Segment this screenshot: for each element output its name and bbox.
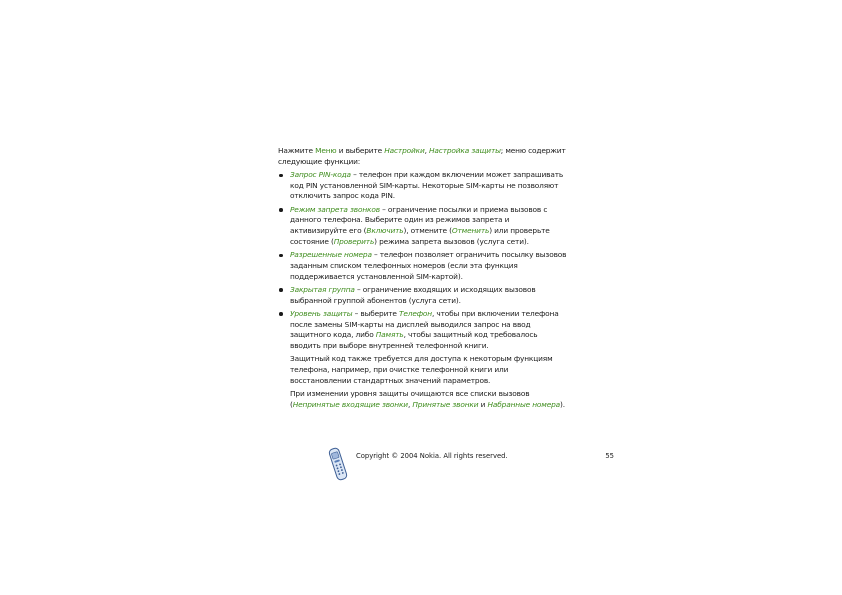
option-label: Включить <box>366 226 404 236</box>
item-term: Режим запрета звонков <box>290 204 380 214</box>
list-item <box>278 250 568 282</box>
menu-item-settings: Настройки <box>384 146 425 155</box>
separator: и <box>478 399 488 409</box>
list-item <box>278 309 568 352</box>
intro-text: и выберите <box>336 146 385 155</box>
item-text: – выберите <box>352 308 400 318</box>
menu-item-security-settings: Настройка защиты <box>429 146 501 155</box>
page-footer <box>326 446 618 482</box>
paragraph-text: ). <box>560 399 565 409</box>
page-number: 55 <box>605 452 614 460</box>
item-term: Разрешенные номера <box>290 250 372 260</box>
list-item <box>278 205 568 248</box>
item-text: ), отмените ( <box>403 226 452 236</box>
item-term: Уровень защиты <box>290 308 353 318</box>
separator: , <box>424 146 430 155</box>
list-name-dialled: Набранные номера <box>487 399 561 409</box>
nokia-phone-icon <box>326 446 350 482</box>
list-item <box>278 170 568 202</box>
copyright-notice: Copyright © 2004 Nokia. All rights reserved. <box>356 452 508 460</box>
item-text: , чтобы защитный код требовалось вводить при выборе внутренней телефонной книги. <box>290 330 538 350</box>
item-text: – телефон при каждом включении может запрашивать код PIN установленной SIM-карты. Некоторые SIM-карты не позволяют отключить запрос кода PIN. <box>290 170 564 201</box>
list-name-received: Принятые звонки <box>412 399 479 409</box>
security-code-paragraph: Защитный код также требуется для доступа к некоторым функциям телефона, например, при очистке телефонной книги или восстановлении стандартных значений параметров. <box>290 354 553 385</box>
intro-paragraph <box>278 146 568 167</box>
item-term: Запрос PIN-кода <box>290 170 351 179</box>
item-text: – ограничение посылки и приема вызовов с данного телефона. Выберите один из режимов запрета и активизируйте его ( <box>290 204 548 236</box>
option-label: Отменить <box>451 226 490 236</box>
intro-text: ; меню содержит следующие функции: <box>278 146 566 166</box>
option-label: Память <box>375 330 404 340</box>
intro-text: Нажмите <box>278 146 316 155</box>
option-label: Проверить <box>333 236 375 246</box>
paragraph-text: При изменении уровня защиты очищаются все списки вызовов ( <box>290 388 530 409</box>
list-item <box>278 285 568 306</box>
item-text: ) режима запрета вызовов (услуга сети). <box>374 236 529 246</box>
menu-key-label: Меню <box>315 146 337 155</box>
item-text: , чтобы при включении телефона после замены SIM-карты на дисплей выводился запрос на ввод защитного кода, либо <box>290 308 559 340</box>
option-label: Телефон <box>399 308 432 318</box>
page-content <box>278 146 568 413</box>
item-text: – ограничение входящих и исходящих вызовов выбранной группой абонентов (услуга сети). <box>290 284 536 305</box>
list-name-missed: Непринятые входящие звонки <box>292 399 408 409</box>
call-lists-paragraph <box>278 389 568 410</box>
separator: , <box>407 399 413 409</box>
item-term: Закрытая группа <box>290 284 355 294</box>
function-list <box>278 170 568 352</box>
item-text: ) или проверьте состояние ( <box>290 226 550 246</box>
item-text: – телефон позволяет ограничить посылку вызовов заданным списком телефонных номеров (если эта функция поддерживается установленной SIM-картой). <box>290 250 567 281</box>
